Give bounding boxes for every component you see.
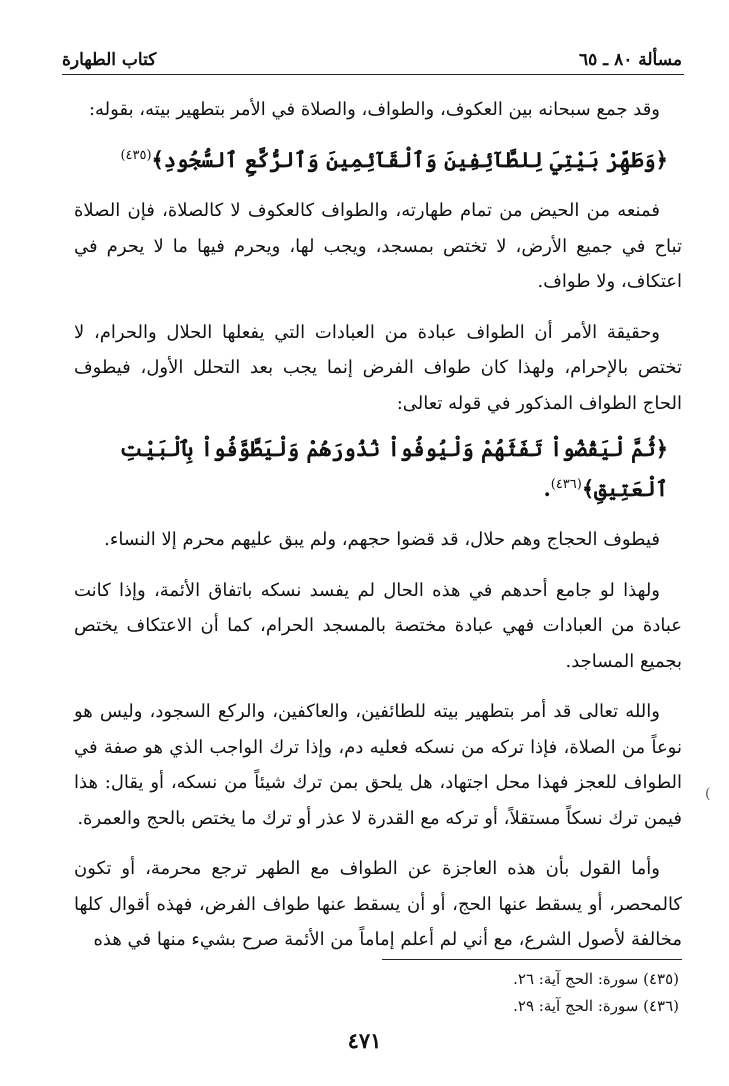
quran-verse-1 <box>74 138 682 178</box>
running-header <box>62 40 682 70</box>
header-issue-number: مسألة ٨٠ ـ ٦٥ <box>578 50 682 70</box>
footnote-435: (٤٣٥) سورة: الحج آية: ٢٦. <box>513 970 679 988</box>
verse-1-text: ﴿وَطَهِّرْ بَيْتِيَ لِلطَّآئِفِينَ وَٱلْقَآئِمِينَ وَٱلرُّكَّعِ ٱلسُّجُودِ﴾ <box>151 146 668 172</box>
page-number: ٤٧١ <box>347 1028 382 1053</box>
paragraph-6: والله تعالى قد أمر بتطهير بيته للطائفين، والعاكفين، والركع السجود، وليس هو نوعاً من الصلاة، فإذا تركه من نسكه فعليه دم، وإذا ترك الواجب الذي هو صفة في الطواف للعجز فهذا محل اجتهاد، هل يلحق بمن ترك شيئاً من نسكه، أو يقال: هذا فيمن ترك نسكاً مستقلاً، أو تركه مع القدرة لا عذر أو ترك ما يختص بالحج والعمرة. <box>74 701 682 829</box>
paragraph-4: فيطوف الحجاج وهم حلال، قد قضوا حجهم، ولم يبق عليهم محرم إلا النساء. <box>104 529 660 550</box>
paragraph-2: فمنعه من الحيض من تمام طهارته، والطواف كالعكوف لا كالصلاة، فإن الصلاة تباح في جميع الأرض، لا تختص بمسجد، ويجب لها، ويحرم فيها ما لا يحرم في اعتكاف، ولا طواف. <box>74 200 682 292</box>
header-rule <box>62 74 684 75</box>
verse-1-footnote-ref: (٤٣٥) <box>120 147 152 163</box>
paragraph-7: وأما القول بأن هذه العاجزة عن الطواف مع الطهر ترجع محرمة، أو تكون كالمحصر، أو يسقط عنها الحج، أو أن يسقط عنها طواف الفرض، فهذه أقوال كلها مخالفة لأصول الشرع، مع أني لم أعلم إماماً من الأئمة صرح بشيء منها في هذه <box>74 858 682 950</box>
paragraph-5: ولهذا لو جامع أحدهم في هذه الحال لم يفسد نسكه باتفاق الأئمة، وإذا كانت عبادة من العبادات فهي عبادة مختصة بالمسجد الحرام، كما أن الاعتكاف يختص بجميع المساجد. <box>74 579 682 672</box>
footnotes <box>79 966 679 1020</box>
paragraph-1: وقد جمع سبحانه بين العكوف، والطواف، والصلاة في الأمر بتطهير بيته، بقوله: <box>88 99 660 120</box>
verse-2-footnote-ref: (٤٣٦) <box>550 476 582 492</box>
footnote-436: (٤٣٦) سورة: الحج آية: ٢٩. <box>513 997 679 1015</box>
verse-2-tail: . <box>543 475 551 501</box>
footnote-rule <box>382 959 682 960</box>
paragraph-3: وحقيقة الأمر أن الطواف عبادة من العبادات التي يفعلها الحلال والحرام، لا تختص بالإحرام، ولهذا كان طواف الفرض إنما يجب بعد التحلل الأول، فيطوف الحاج الطواف المذكور في قوله تعالى: <box>74 321 682 414</box>
margin-mark: ( <box>705 786 711 802</box>
header-book-title: كتاب الطهارة <box>62 50 157 70</box>
verse-2-text: ﴿ثُمَّ لْيَقْضُواْ تَفَثَهُمْ وَلْيُوفُواْ نُذُورَهُمْ وَلْيَطَّوَّفُواْ بِٱلْبَيْتِ ٱلْعَتِيقِ﴾ <box>119 436 668 501</box>
page-body <box>74 92 682 973</box>
quran-verse-2 <box>74 431 682 506</box>
